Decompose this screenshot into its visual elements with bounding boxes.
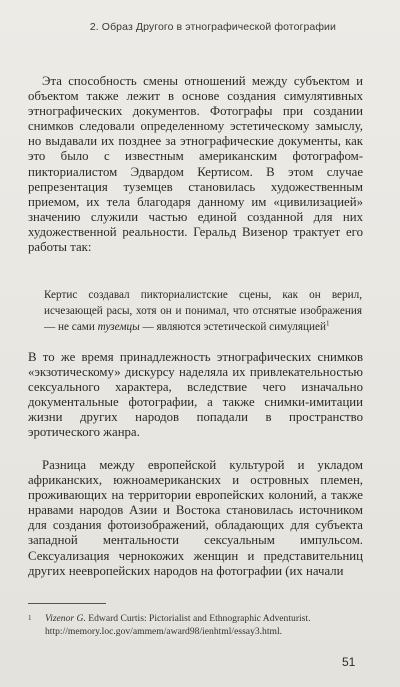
quote-text-after: — являются эстетической симуляцией bbox=[139, 321, 326, 333]
footnote-author: Vizenor G. bbox=[45, 613, 86, 624]
footnote bbox=[28, 612, 364, 638]
block-quote bbox=[44, 287, 362, 335]
page-number: 51 bbox=[342, 655, 356, 669]
paragraph-1: Эта способность смены отношений между субъектом и объектом также лежит в основе создания симулятивных этнографических документов. Фотографы при создании снимков следовали определенному эстетическому замыслу, но выдавали их позднее за этнографические документы, как это было с известным американским фотографом-пикториалистом Эдвардом Кертисом. В этом случае репрезентация туземцев становилась художественным приемом, их тела благодаря данному им «цивилизацией» значению служили частью единой созданной для них художественной реальности. Геральд Визенор трактует его работы так: bbox=[28, 74, 363, 255]
paragraph-3: Разница между европейской культурой и укладом африканских, южноамериканских и островных племен, проживающих на территории европейских колоний, а также нравами народов Азии и Востока становилась источником для создания фотоизображений, обладающих для субъекта западной ментальности сексуальным импульсом. Сексуализация чернокожих женщин и представительниц других неевропейских народов на фотографии (их начали bbox=[28, 458, 363, 578]
footnote-number: 1 bbox=[28, 614, 32, 622]
footnote-text: Edward Curtis: Pictorialist and Ethnographic Adventurist. http://memory.loc.gov/ammem/award98/ienhtml/essay3.html. bbox=[45, 613, 311, 637]
footnote-body bbox=[45, 612, 360, 638]
quote-emphasis: туземцы bbox=[97, 321, 140, 333]
paragraph-2: В то же время принадлежность этнографических снимков «экзотическому» дискурсу наделяла их привлекательностью сексуального характера, вследствие чего изначально документальные фотографии, а также снимки-имитации жизни других народов попадали в пространство эротического жанра. bbox=[28, 350, 363, 440]
running-head: 2. Образ Другого в этнографической фотографии bbox=[89, 21, 336, 33]
footnote-reference: 1 bbox=[325, 319, 330, 328]
footnote-divider bbox=[28, 603, 106, 604]
quote-text-before: Кертис создавал пикториалистские сцены, как он верил, исчезающей расы, хотя он и понимал, что отснятые изображения — не сами bbox=[44, 289, 362, 333]
